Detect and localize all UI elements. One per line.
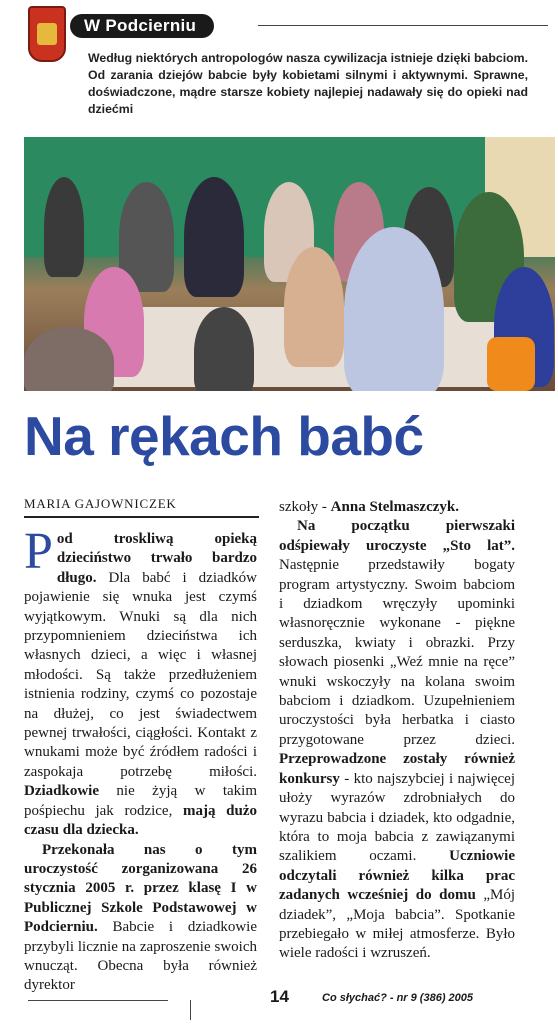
col1-bold-2: Dziadkowie [24,783,99,800]
col2-bold-2: Przeprowadzone zostały również konkursy [279,751,515,787]
section-header [18,6,548,42]
col2-text-2: - kto najszybciej i najwięcej ułoży wyrazów zdrobniałych do wyrazu babcia i dziadek, kto odgadnie, która to moja babcia z zawiązanymi szalikiem oczami. [279,770,515,865]
lead-paragraph: Według niektórych antropologów nasza cywilizacja istnieje dzięki babciom. Od zarania dziejów babcie były kobietami silnymi i aktywnymi. Sprawne, doświadczone, mądre starsze kobiety najlepiej nadawały się do opieki nad dziećmi [88,51,528,116]
author-byline: MARIA GAJOWNICZEK [24,496,177,511]
col1-para2-bold: Przekonała nas o tym uroczystość zorganizowana 26 stycznia 2005 r. przez klasę I w Publicznej Szkole Podstawowej w Podcierniu. [24,841,257,936]
article-column-2 [279,498,515,964]
article-photo [24,137,555,391]
page-number: 14 [270,987,289,1006]
author-rule [24,516,259,518]
col1-bold-3: mają dużo czasu dla dziecka. [24,802,257,839]
col1-text-2: nie żyją w takim pośpiechu jak rodzice, [24,783,257,819]
article-title: Na rękach babć [24,405,424,467]
header-rule [258,25,548,26]
col1-lead-bold: od troskliwą opieką dzieciństwo trwało bardzo długo. [56,531,257,586]
section-title: W Podcierniu [70,14,214,38]
issue-info: Co słychać? - nr 9 (386) 2005 [322,992,474,1004]
coat-of-arms-icon [28,6,66,62]
footer-tick [190,1000,191,1020]
col2-bold-1: Na początku pierwszaki odśpiewały uroczyste „Sto lat”. [279,518,515,554]
col2-text-1: Następnie przedstawiły bogaty program artystyczny. Swoim babciom i dziadkom wręczyły upominki własnoręcznie wykonane - piękne serduszka, kwiaty i obrazki. Przy słowach piosenki „Weź mnie na ręce” wnuki wskoczyły na kolana swoim babciom i dziadkom. Uzupełnieniem uroczystości była herbatka i ciasto przygotowane przez dzieci. [279,557,515,748]
drop-cap: P [24,523,53,580]
col2-intro: szkoły - [279,499,331,515]
footer-rule-left [28,1000,168,1001]
article-column-1 [24,523,257,996]
col1-para2-text: Babcie i dziadkowie przybyli licznie na zaproszenie swoich wnucząt. Obecna była również dyrektor [24,919,257,994]
col1-text: Dla babć i dziadków pojawienie się wnuka jest czymś wyjątkowym. Wnuki są dla nich przypomnieniem dzieciństwa ich własnych dzieci, a więc i własnej młodości. Są także przedłużeniem istnienia rodziny, czymś co pozostaje na dłużej, co jest świadectwem pewnej trwałości, ciągłości. Kontakt z wnukami może być źródłem radości i zaspokaja potrzebę miłości. [24,569,257,780]
col2-director-name: Anna Stelmaszczyk. [330,499,459,515]
col2-text-3: „Mój dziadek”, „Moja babcia”. Spotkanie przebiegało w miłej atmosferze. Było wiele radości i wzruszeń. [279,887,515,962]
col2-bold-3: Uczniowie odczytali również kilka prac zadanych wcześniej do domu [279,848,515,904]
